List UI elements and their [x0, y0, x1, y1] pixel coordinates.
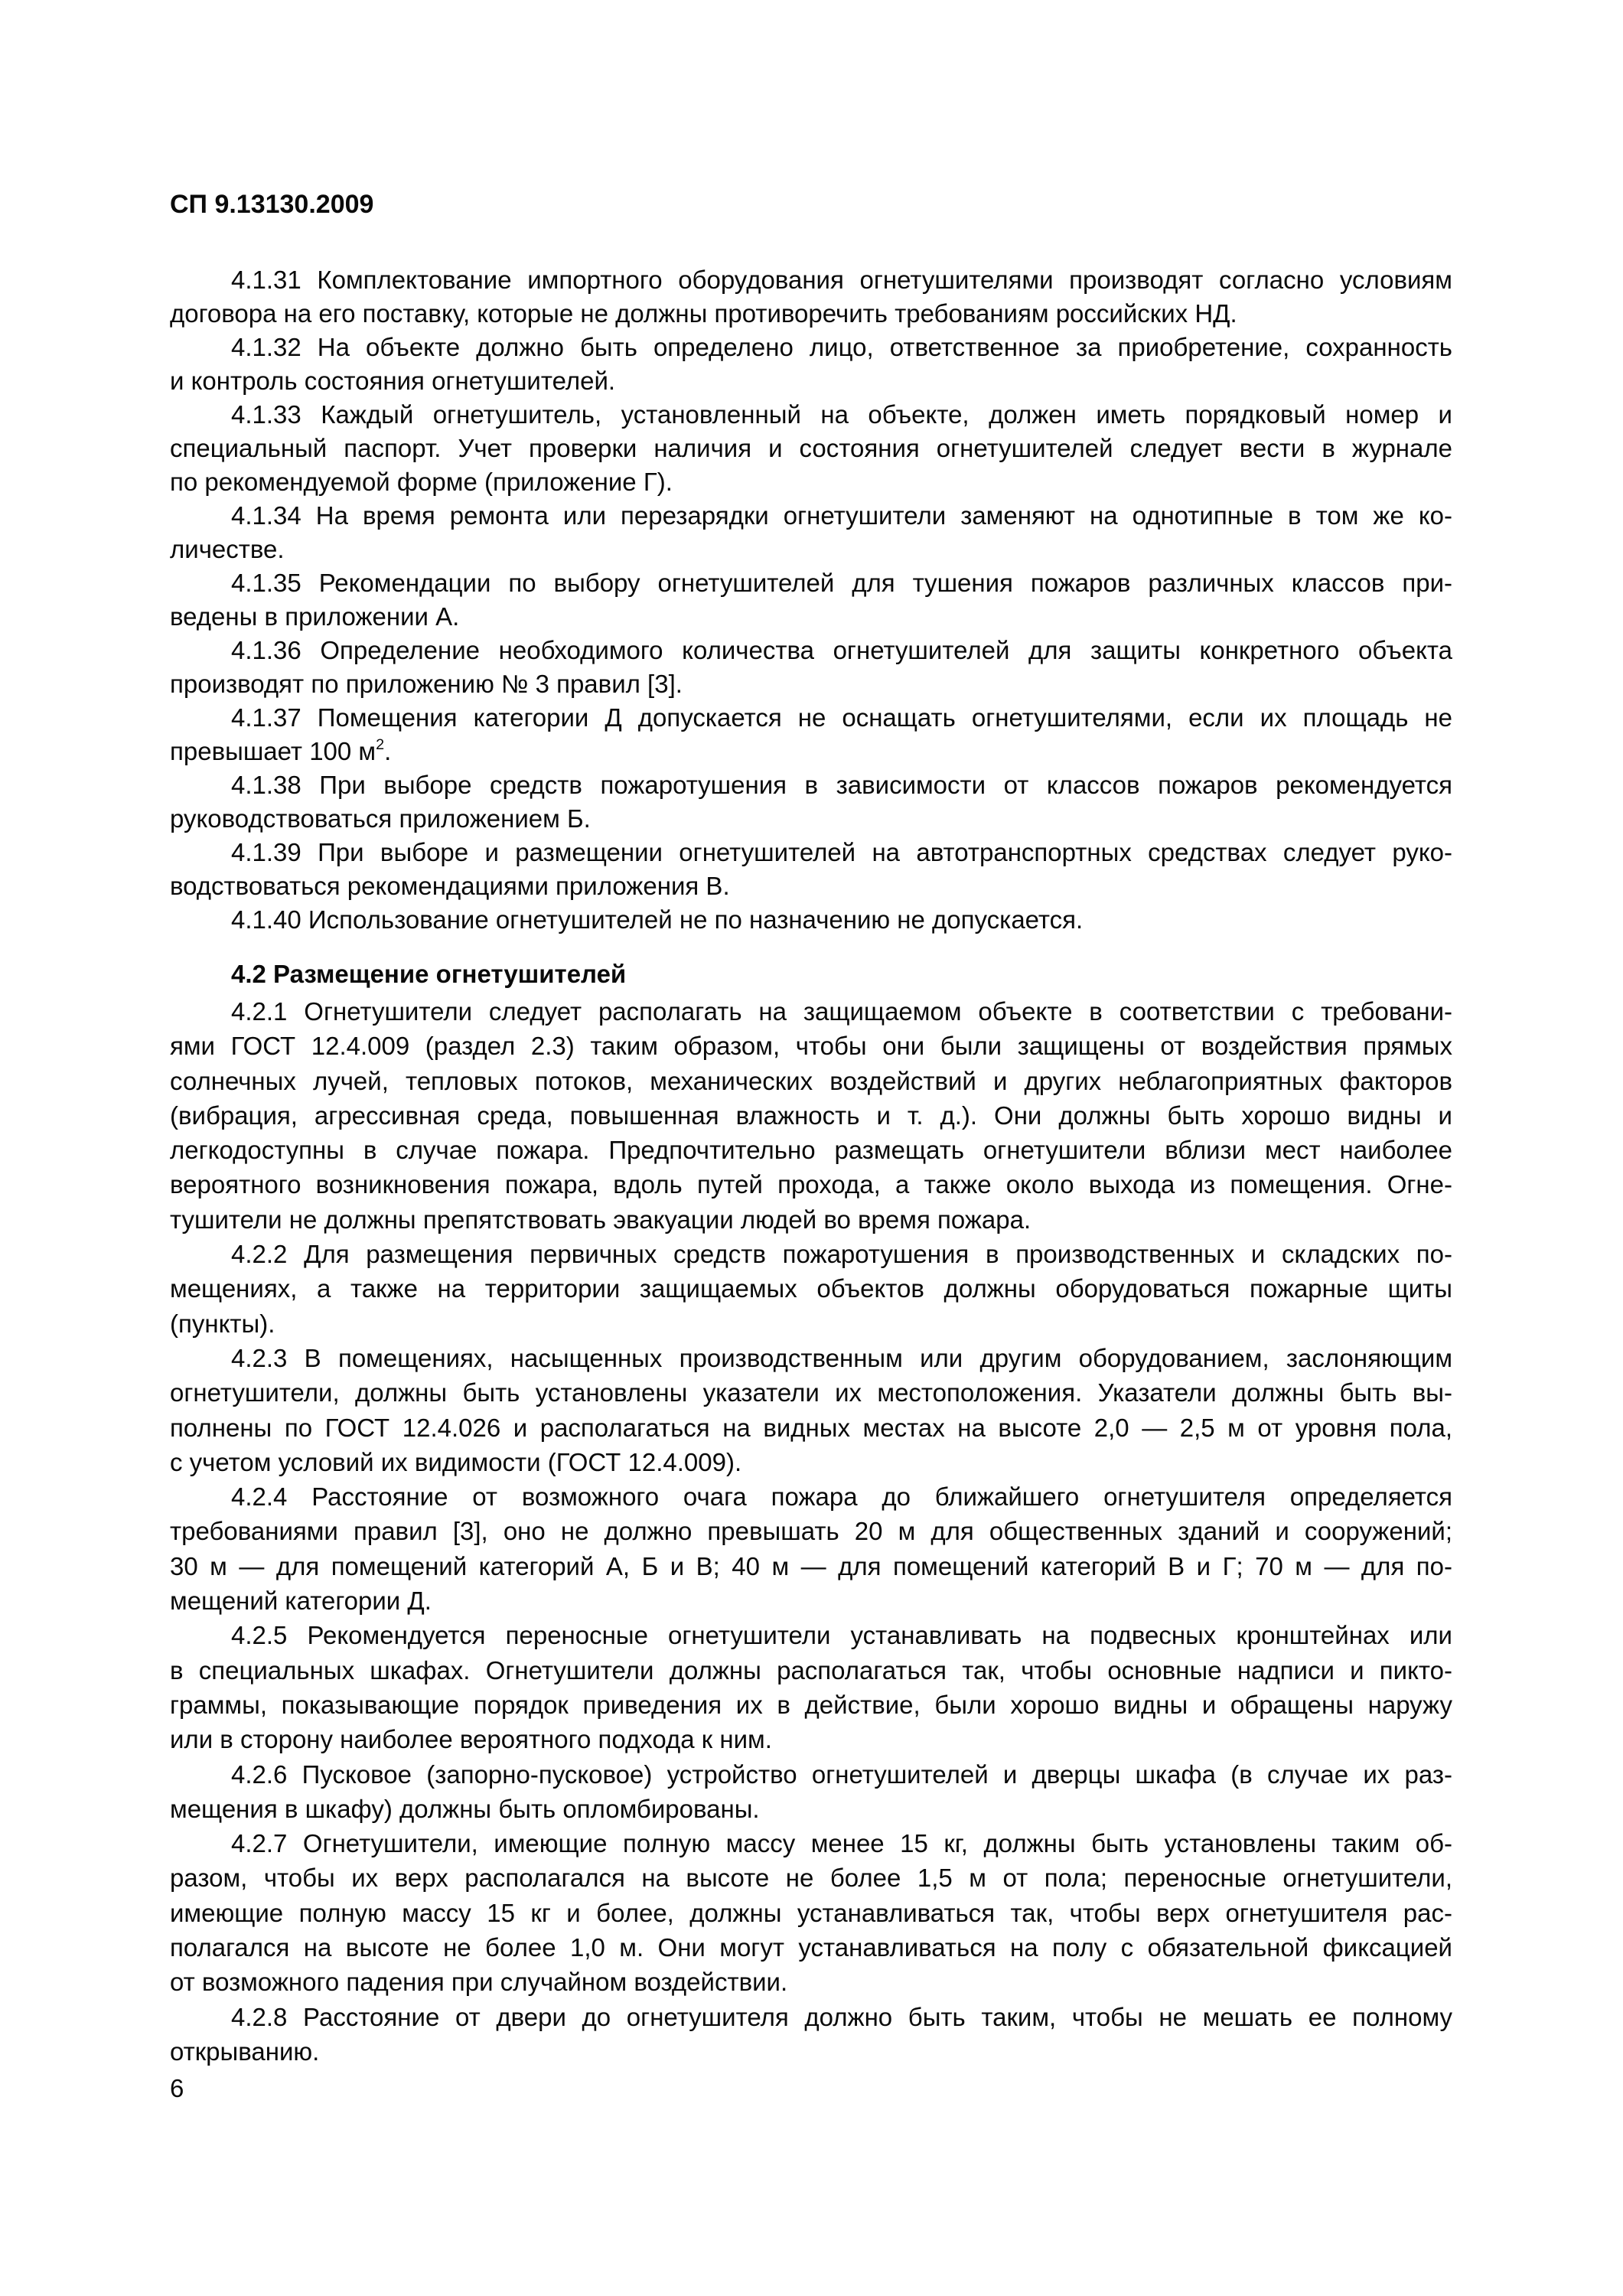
paragraph-4-2-1 — [170, 994, 1452, 1237]
paragraph-line: (вибрация, агрессивная среда, повышенная влажность и т. д.). Они должны быть хорошо видны и — [170, 1101, 1452, 1130]
paragraph-line: открыванию. — [170, 2037, 320, 2066]
paragraph-line: 4.2.1 Огнетушители следует располагать на защищаемом объекте в соответствии с требовани- — [231, 997, 1452, 1026]
paragraph-4-2-6 — [170, 1757, 1452, 1827]
paragraph-line: огнетушители, должны быть установлены указатели их местоположения. Указатели должны быть вы- — [170, 1378, 1452, 1407]
paragraph-line: от возможного падения при случайном воздействии. — [170, 1968, 788, 1997]
paragraph-4-1-35 — [170, 566, 1452, 634]
paragraph-line: мещениях, а также на территории защищаемых объектов должны оборудоваться пожарные щиты — [170, 1274, 1452, 1303]
paragraph-line: 4.1.38 При выборе средств пожаротушения в зависимости от классов пожаров рекомендуется — [231, 771, 1452, 799]
paragraph-line: 4.2.8 Расстояние от двери до огнетушителя должно быть таким, чтобы не мешать ее полному — [231, 2002, 1452, 2031]
paragraph-4-1-32 — [170, 331, 1452, 398]
paragraph-line: в специальных шкафах. Огнетушители должны располагаться так, чтобы основные надписи и пикто- — [170, 1655, 1452, 1684]
paragraph-4-1-40 — [170, 903, 1452, 937]
section-4-1-body — [170, 263, 1452, 937]
paragraph-line: 4.1.35 Рекомендации по выбору огнетушителей для тушения пожаров различных классов при- — [231, 569, 1452, 597]
paragraph-line: ями ГОСТ 12.4.009 (раздел 2.3) таким образом, чтобы они были защищены от воздействия прямых — [170, 1032, 1452, 1061]
paragraph-line: 4.1.36 Определение необходимого количества огнетушителей для защиты конкретного объекта — [231, 636, 1452, 664]
paragraph-line: имеющие полную массу 15 кг и более, должны устанавливаться так, чтобы верх огнетушителя рас- — [170, 1898, 1452, 1927]
paragraph-line: требованиями правил [3], оно не должно превышать 20 м для общественных зданий и сооружений; — [170, 1517, 1452, 1546]
paragraph-4-2-2 — [170, 1237, 1452, 1341]
paragraph-line: мещения в шкафу) должны быть опломбированы. — [170, 1794, 760, 1823]
paragraph-4-1-34 — [170, 499, 1452, 566]
paragraph-line: 4.1.32 На объекте должно быть определено лицо, ответственное за приобретение, сохранность — [231, 333, 1452, 361]
paragraph-4-1-37 — [170, 701, 1452, 768]
paragraph-line: договора на его поставку, которые не должны противоречить требованиям российских НД. — [170, 299, 1237, 328]
paragraph-line: 4.2.6 Пусковое (запорно-пусковое) устройство огнетушителей и дверцы шкафа (в случае их раз- — [231, 1760, 1452, 1789]
paragraph-4-1-39 — [170, 836, 1452, 903]
paragraph-4-1-33 — [170, 398, 1452, 499]
paragraph-4-1-38 — [170, 768, 1452, 836]
paragraph-line: 4.2.4 Расстояние от возможного очага пожара до ближайшего огнетушителя определяется — [231, 1482, 1452, 1512]
paragraph-line: водствоваться рекомендациями приложения В. — [170, 872, 730, 900]
paragraph-line: руководствоваться приложением Б. — [170, 804, 591, 833]
paragraph-4-2-3 — [170, 1341, 1452, 1479]
paragraph-4-1-31 — [170, 263, 1452, 331]
paragraph-4-2-4 — [170, 1479, 1452, 1618]
paragraph-line: 4.1.40 Использование огнетушителей не по назначению не допускается. — [231, 905, 1084, 934]
paragraph-line: по рекомендуемой форме (приложение Г). — [170, 468, 673, 496]
superscript: 2 — [376, 736, 385, 754]
section-heading: 4.2 Размещение огнетушителей — [231, 960, 627, 988]
paragraph-4-2-5 — [170, 1618, 1452, 1756]
paragraph-line: вероятного возникновения пожара, вдоль путей прохода, а также около выхода из помещения. Огне- — [170, 1170, 1452, 1199]
paragraph-line: полагался на высоте не более 1,0 м. Они могут устанавливаться на полу с обязательной фиксацией — [170, 1933, 1452, 1962]
paragraph-line: мещений категории Д. — [170, 1587, 432, 1616]
paragraph-line: граммы, показывающие порядок приведения их в действие, были хорошо видны и обращены наружу — [170, 1690, 1452, 1719]
paragraph-line: производят по приложению № 3 правил [3]. — [170, 670, 683, 698]
paragraph-4-2-7 — [170, 1826, 1452, 1999]
paragraph-line: 4.1.33 Каждый огнетушитель, установленный на объекте, должен иметь порядковый номер и — [231, 400, 1452, 429]
paragraph-line: превышает 100 $м^2$. — [170, 736, 392, 765]
paragraph-line: 4.1.31 Комплектование импортного оборудования огнетушителями производят согласно условиям — [231, 266, 1452, 294]
paragraph-4-2-8 — [170, 2000, 1452, 2069]
paragraph-line: 4.2.5 Рекомендуется переносные огнетушители устанавливать на подвесных кронштейнах или — [231, 1621, 1452, 1650]
paragraph-line: 4.2.2 Для размещения первичных средств пожаротушения в производственных и складских по- — [231, 1240, 1452, 1269]
paragraph-line: полнены по ГОСТ 12.4.026 и располагаться на видных местах на высоте 2,0 — 2,5 м от уровня пола, — [170, 1413, 1452, 1442]
paragraph-line: 4.1.37 Помещения категории Д допускается не оснащать огнетушителями, если их площадь не — [231, 703, 1452, 732]
paragraph-line: тушители не должны препятствовать эвакуации людей во время пожара. — [170, 1205, 1031, 1234]
paragraph-line: ведены в приложении А. — [170, 602, 460, 631]
paragraph-line: 4.2.7 Огнетушители, имеющие полную массу менее 15 кг, должны быть установлены таким об- — [231, 1829, 1452, 1858]
paragraph-line: (пункты). — [170, 1309, 275, 1338]
paragraph-line: солнечных лучей, тепловых потоков, механических воздействий и других неблагоприятных факторов — [170, 1066, 1452, 1095]
section-4-2-body — [170, 994, 1452, 2069]
paragraph-4-1-36 — [170, 634, 1452, 701]
document-header: СП 9.13130.2009 — [170, 190, 374, 219]
paragraph-line: личестве. — [170, 535, 285, 563]
paragraph-line: 4.1.39 При выборе и размещении огнетушителей на автотранспортных средствах следует руко- — [231, 838, 1452, 866]
paragraph-line: с учетом условий их видимости (ГОСТ 12.4.009). — [170, 1447, 742, 1476]
paragraph-line: 4.1.34 На время ремонта или перезарядки огнетушители заменяют на однотипные в том же ко- — [231, 501, 1452, 530]
paragraph-line: и контроль состояния огнетушителей. — [170, 367, 616, 395]
paragraph-line: легкодоступны в случае пожара. Предпочтительно размещать огнетушители вблизи мест наиболее — [170, 1136, 1452, 1165]
paragraph-line: специальный паспорт. Учет проверки наличия и состояния огнетушителей следует вести в журнале — [170, 434, 1452, 462]
page-number: 6 — [170, 2074, 184, 2102]
paragraph-line: 30 м — для помещений категорий А, Б и В; 40 м — для помещений категорий В и Г; 70 м — для по- — [170, 1551, 1452, 1580]
paragraph-line: или в сторону наиболее вероятного подхода к ним. — [170, 1725, 772, 1754]
paragraph-line: 4.2.3 В помещениях, насыщенных производственным или другим оборудованием, заслоняющим — [231, 1343, 1452, 1372]
paragraph-line: разом, чтобы их верх располагался на высоте не более 1,5 м от пола; переносные огнетушители, — [170, 1864, 1452, 1893]
